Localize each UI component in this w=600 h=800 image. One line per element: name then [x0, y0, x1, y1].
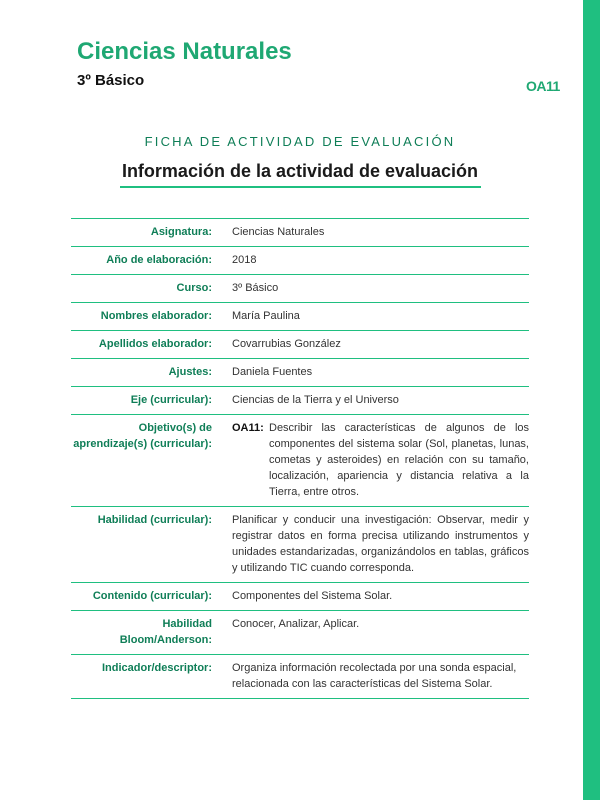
row-value: Planificar y conducir una investigación: Observar, medir y registrar datos en forma precisa utilizando instrumentos y unidades estandarizadas, organizándolos en tablas, gráficos y utilizando TIC cuando corresponda. [232, 514, 529, 574]
row-label: Objetivo(s) de aprendizaje(s) (curricular): [73, 422, 212, 450]
row-value: Covarrubias González [232, 338, 341, 350]
table-row [71, 219, 529, 247]
grade-label: 3º Básico [77, 72, 145, 89]
table-row [71, 303, 529, 331]
row-label: Curso: [176, 282, 212, 294]
subject-title: Ciencias Naturales [77, 38, 292, 65]
row-value: Daniela Fuentes [232, 366, 313, 378]
objective-text: Describir las características de algunos de los componentes del sistema solar (Sol, planetas, lunas, cometas y asteroides) en relación con su tamaño, localización, apariencia y distancia relativa a la Tierra, entre otros. [269, 422, 529, 498]
row-label: Contenido (curricular): [92, 590, 212, 602]
table-row [71, 655, 529, 699]
table-row [71, 275, 529, 303]
table-row [71, 247, 529, 275]
row-value: María Paulina [232, 310, 300, 322]
row-value: 2018 [232, 254, 257, 266]
sheet-type-heading: FICHA DE ACTIVIDAD DE EVALUACIÓN [144, 134, 456, 149]
table-row [71, 387, 529, 415]
title-underline [120, 186, 481, 188]
row-value [232, 415, 529, 507]
section-title: Información de la actividad de evaluación [121, 161, 479, 181]
row-label: Indicador/descriptor: [101, 662, 212, 674]
activity-info-table [71, 218, 529, 699]
table-row [71, 611, 529, 655]
row-value: Ciencias de la Tierra y el Universo [232, 394, 399, 406]
row-label: Eje (curricular): [130, 394, 212, 406]
table-row [71, 415, 529, 507]
row-label: Ajustes: [168, 366, 212, 378]
table-row [71, 359, 529, 387]
row-value: Ciencias Naturales [232, 226, 325, 238]
row-value: Conocer, Analizar, Aplicar. [232, 618, 360, 630]
row-label: Nombres elaborador: [100, 310, 212, 322]
objective-code: OA11: [232, 422, 264, 434]
row-label: Año de elaboración: [106, 254, 212, 266]
row-value: 3º Básico [232, 282, 279, 294]
row-value: Componentes del Sistema Solar. [232, 590, 393, 602]
row-label: Apellidos elaborador: [98, 338, 212, 350]
objective-code-badge: OA11 [526, 78, 560, 94]
table-row [71, 331, 529, 359]
accent-side-bar [583, 0, 600, 800]
table-row [71, 507, 529, 583]
row-label: Habilidad Bloom/Anderson: [119, 618, 212, 646]
row-label: Asignatura: [150, 226, 212, 238]
row-value: Organiza información recolectada por una sonda espacial, relacionada con las características del Sistema Solar. [232, 662, 517, 690]
row-label: Habilidad (curricular): [97, 514, 212, 526]
table-row [71, 583, 529, 611]
